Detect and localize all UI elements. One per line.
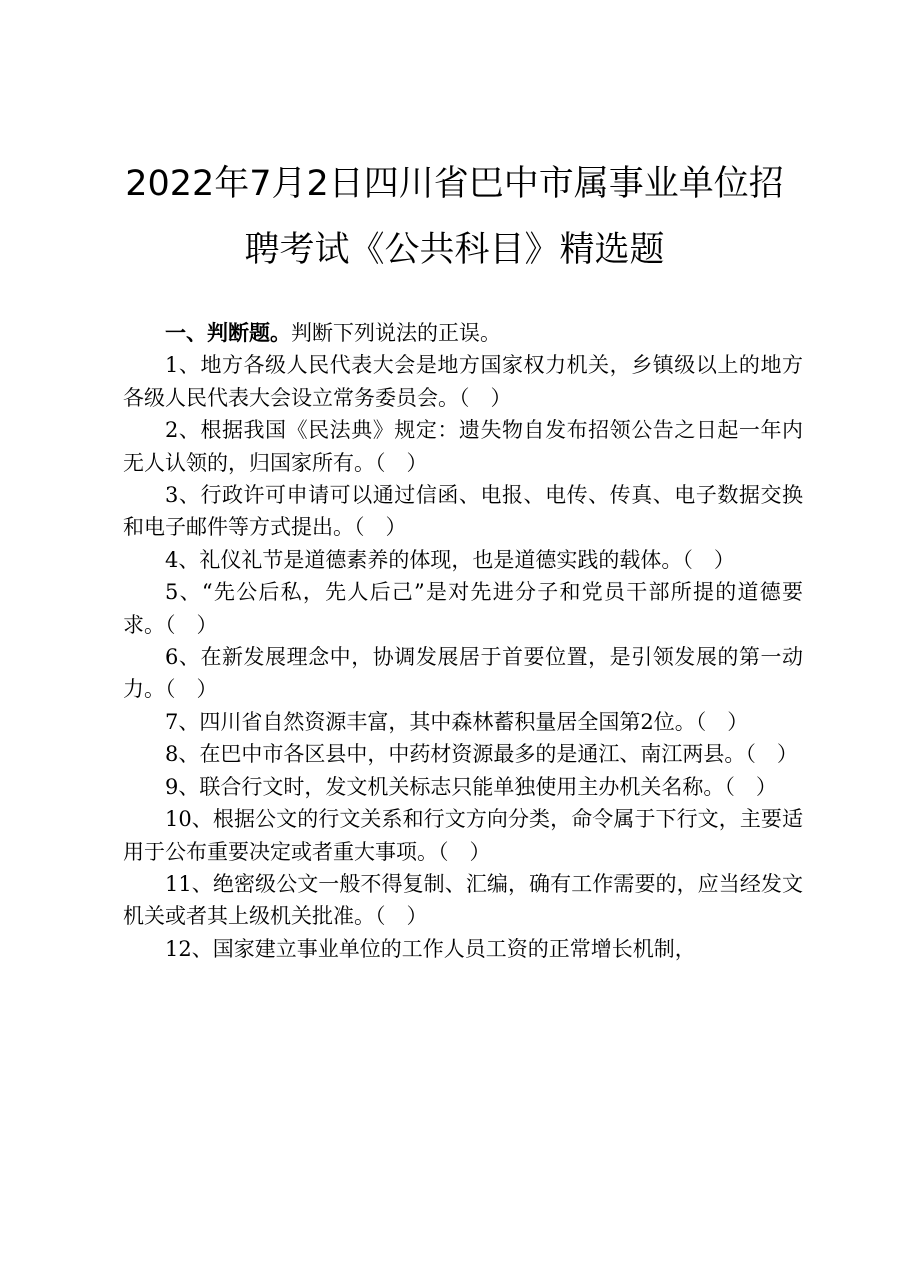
question-item-1: 1、地方各级人民代表大会是地方国家权力机关，乡镇级以上的地方各级人民代表大会设立常务委员会。（ ） (123, 353, 803, 410)
question-item-8: 8、在巴中市各区县中，中药材资源最多的是通江、南江两县。（ ） (165, 742, 798, 767)
section-heading-paragraph (123, 317, 803, 349)
question-item-10: 10、根据公文的行文关系和行文方向分类，命令属于下行文，主要适用于公布重要决定或者重大事项。（ ） (123, 807, 803, 864)
document-body (123, 317, 803, 965)
question-item-12: 12、国家建立事业单位的工作人员工资的正常增长机制， (165, 936, 696, 961)
question-item-6: 6、在新发展理念中，协调发展居于首要位置，是引领发展的第一动力。（ ） (123, 645, 803, 702)
question-item-9: 9、联合行文时，发文机关标志只能单独使用主办机关名称。（ ） (165, 774, 777, 799)
question-item-2: 2、根据我国《民法典》规定：遗失物自发布招领公告之日起一年内无人认领的，归国家所有。（ ） (123, 418, 803, 475)
section-heading: 一、判断题。 (165, 320, 291, 345)
document-title-line-1: 2022年7月2日四川省巴中市属事业单位招 (125, 164, 784, 204)
question-item-11: 11、绝密级公文一般不得复制、汇编，确有工作需要的，应当经发文机关或者其上级机关批准。（ ） (123, 871, 803, 929)
question-item-5: 5、“先公后私，先人后己”是对先进分子和党员干部所提的道德要求。（ ） (123, 580, 803, 637)
question-item-3: 3、行政许可申请可以通过信函、电报、电传、传真、电子数据交换和电子邮件等方式提出。（ ） (123, 483, 803, 540)
section-instruction: 判断下列说法的正误。 (291, 321, 501, 345)
question-item-7: 7、四川省自然资源丰富，其中森林蓄积量居全国第2位。（ ） (165, 709, 749, 734)
document-title-line-2: 聘考试《公共科目》精选题 (244, 230, 665, 270)
question-item-4: 4、礼仪礼节是道德素养的体现，也是道德实践的载体。（ ） (165, 547, 735, 572)
